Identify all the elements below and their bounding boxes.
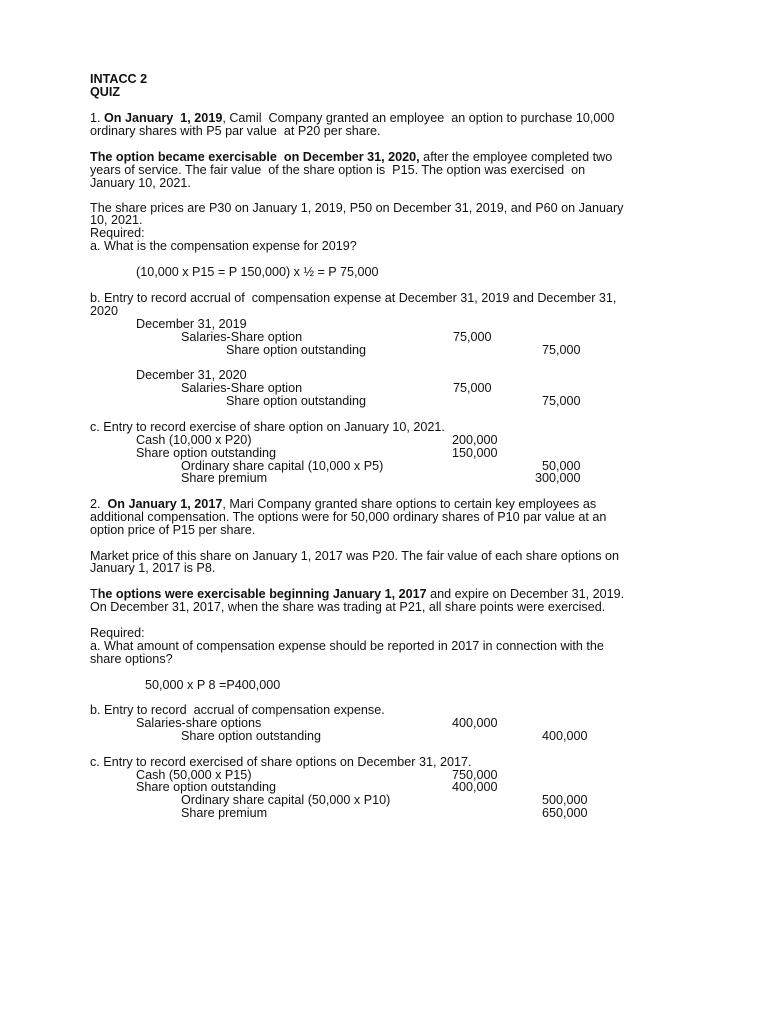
q1-intro-rest: , Camil Company granted an employee an option to purchase 10,000 (222, 111, 615, 125)
q1-entry3-credit1-amount: 50,000 (542, 459, 581, 473)
q2-p3-bold: he options were exercisable beginning January 1, 2017 (97, 587, 427, 601)
q1-entry2-debit-account: Salaries-Share option (181, 381, 303, 395)
q1-question-c: c. Entry to record exercise of share option on January 10, 2021. (90, 420, 445, 434)
q2-entry2-debit2-amount: 400,000 (452, 780, 498, 794)
q2-required: Required: (90, 626, 145, 640)
q1-p3-line2: 10, 2021. (90, 213, 143, 227)
q2-p3-line2: On December 31, 2017, when the share was trading at P21, all share points were exercised. (90, 600, 606, 614)
q1-entry1-credit-amount: 75,000 (542, 343, 581, 357)
q1-entry3-credit2-account: Share premium (181, 471, 268, 485)
q2-answer-a: 50,000 x P 8 =P400,000 (145, 678, 281, 692)
q1-entry3-debit1-account: Cash (10,000 x P20) (136, 433, 252, 447)
q2-question-c: c. Entry to record exercised of share options on December 31, 2017. (90, 755, 472, 769)
q1-p3-line1: The share prices are P30 on January 1, 2019, P50 on December 31, 2019, and P60 on January (90, 201, 624, 215)
q1-question-a: a. What is the compensation expense for 2019? (90, 239, 357, 253)
q1-answer-a: (10,000 x P15 = P 150,000) x ½ = P 75,000 (136, 265, 379, 279)
q1-entry3-debit2-amount: 150,000 (452, 446, 498, 460)
q2-p3-initial: T (90, 587, 98, 601)
doc-title: INTACC 2 (90, 72, 148, 86)
q2-p2-line1: Market price of this share on January 1, 2017 was P20. The fair value of each share options on (90, 549, 620, 563)
q2-entry1-debit-account: Salaries-share options (136, 716, 262, 730)
q2-intro-rest: , Mari Company granted share options to certain key employees as (222, 497, 597, 511)
q1-question-b-line2: 2020 (90, 304, 119, 318)
q2-entry2-credit1-amount: 500,000 (542, 793, 588, 807)
q2-entry2-credit2-account: Share premium (181, 806, 268, 820)
q1-entry1-debit-account: Salaries-Share option (181, 330, 303, 344)
q2-date-bold: On January 1, 2017 (107, 497, 223, 511)
q2-question-a-line2: share options? (90, 652, 173, 666)
q1-entry1-debit-amount: 75,000 (453, 330, 492, 344)
q1-entry2-date: December 31, 2020 (136, 368, 247, 382)
q1-p2-line2: years of service. The fair value of the share option is P15. The option was exercised on (90, 163, 586, 177)
q1-entry2-debit-amount: 75,000 (453, 381, 492, 395)
q1-question-b-line1: b. Entry to record accrual of compensation expense at December 31, 2019 and December 31, (90, 291, 617, 305)
q1-p2-rest: after the employee completed two (419, 150, 613, 164)
q1-entry1-credit-account: Share option outstanding (226, 343, 367, 357)
q2-entry1-credit-amount: 400,000 (542, 729, 588, 743)
q1-entry3-debit1-amount: 200,000 (452, 433, 498, 447)
q1-entry2-credit-amount: 75,000 (542, 394, 581, 408)
q2-entry1-credit-account: Share option outstanding (181, 729, 322, 743)
q2-entry2-debit1-amount: 750,000 (452, 768, 498, 782)
doc-subtitle: QUIZ (90, 85, 121, 99)
q2-question-b: b. Entry to record accrual of compensation expense. (90, 703, 385, 717)
q1-entry2-credit-account: Share option outstanding (226, 394, 367, 408)
q2-intro-line2: additional compensation. The options were for 50,000 ordinary shares of P10 par value at an (90, 510, 607, 524)
q2-entry2-debit1-account: Cash (50,000 x P15) (136, 768, 252, 782)
q1-number: 1. (90, 111, 105, 125)
q2-number: 2. (90, 497, 108, 511)
q2-p2-line2: January 1, 2017 is P8. (90, 561, 216, 575)
q2-intro-line3: option price of P15 per share. (90, 523, 256, 537)
q2-question-a-line1: a. What amount of compensation expense should be reported in 2017 in connection with the (90, 639, 604, 653)
q1-p2-line3: January 10, 2021. (90, 176, 191, 190)
q1-p2-bold: The option became exercisable on December 31, 2020, (90, 150, 420, 164)
q2-p3-rest: and expire on December 31, 2019. (426, 587, 625, 601)
q1-required: Required: (90, 226, 145, 240)
q1-date-bold: On January 1, 2019 (104, 111, 223, 125)
q2-entry2-credit1-account: Ordinary share capital (50,000 x P10) (181, 793, 391, 807)
q1-entry1-date: December 31, 2019 (136, 317, 247, 331)
q2-entry1-debit-amount: 400,000 (452, 716, 498, 730)
q1-entry3-credit1-account: Ordinary share capital (10,000 x P5) (181, 459, 384, 473)
q2-entry2-debit2-account: Share option outstanding (136, 780, 277, 794)
q1-entry3-credit2-amount: 300,000 (535, 471, 581, 485)
q2-entry2-credit2-amount: 650,000 (542, 806, 588, 820)
q1-intro-line2: ordinary shares with P5 par value at P20 per share. (90, 124, 381, 138)
q1-entry3-debit2-account: Share option outstanding (136, 446, 277, 460)
